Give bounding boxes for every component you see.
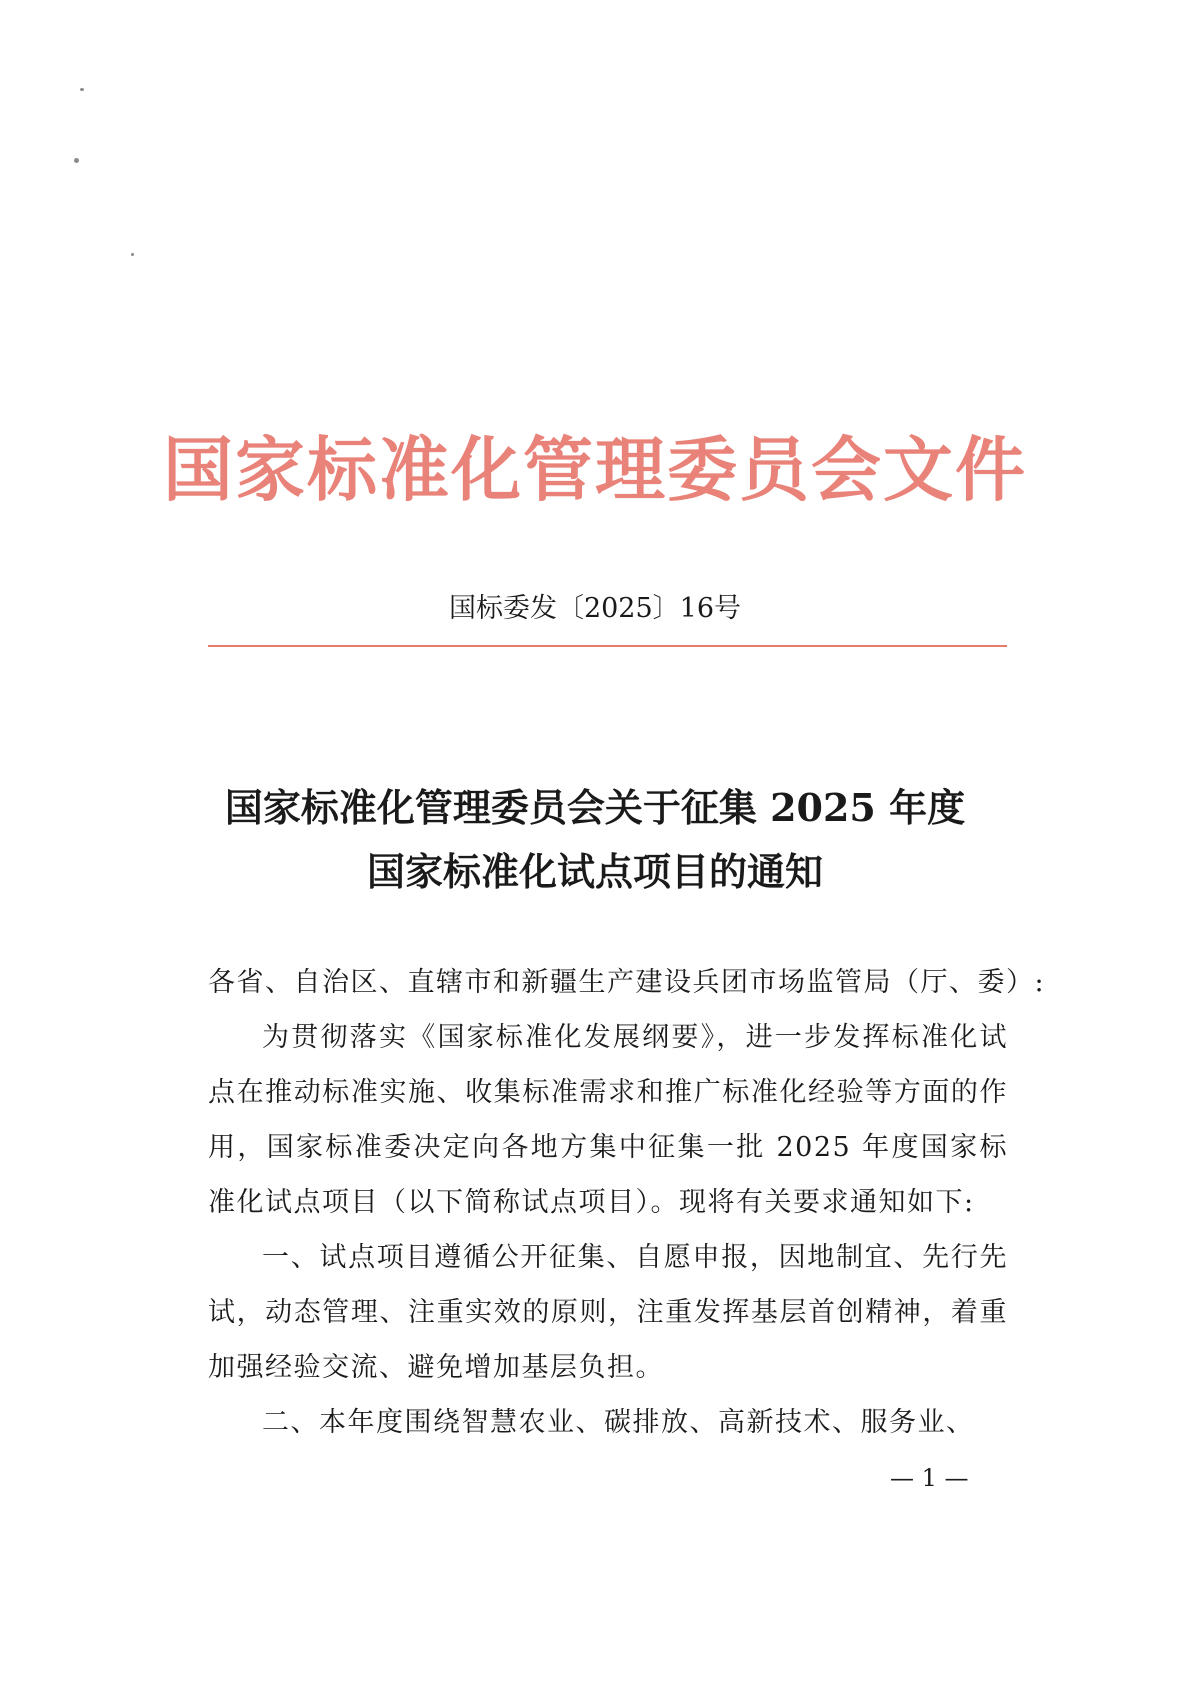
notice-title-line-1: 国家标准化管理委员会关于征集 2025 年度: [224, 785, 966, 830]
document-number: 国标委发〔2025〕16号: [448, 593, 742, 624]
red-separator-line: [208, 645, 1007, 647]
body-paragraph: 二、本年度围绕智慧农业、碳排放、高新技术、服务业、: [262, 1407, 975, 1438]
scan-speck: [80, 88, 84, 91]
scan-speck: [131, 253, 134, 256]
body-paragraph: 为贯彻落实《国家标准化发展纲要》，进一步发挥标准化试点在推动标准实施、收集标准需求和推广标准化经验等方面的作用，国家标准委决定向各地方集中征集一批 2025 年度国家标准化试点项目（以下简称试点项目）。现将有关要求通知如下:: [208, 1022, 1008, 1218]
notice-title-line-2: 国家标准化试点项目的通知: [366, 849, 823, 894]
issuing-authority-header: 国家标准化管理委员会文件: [163, 428, 1027, 511]
scan-speck: [74, 158, 79, 163]
notice-body: [208, 1010, 1008, 1450]
salutation: 各省、自治区、直辖市和新疆生产建设兵团市场监管局（厅、委）:: [208, 967, 1046, 998]
body-paragraph: 一、试点项目遵循公开征集、自愿申报，因地制宜、先行先试，动态管理、注重实效的原则，注重发挥基层首创精神，着重加强经验交流、避免增加基层负担。: [208, 1242, 1008, 1383]
page-number: — 1 —: [890, 1464, 969, 1492]
